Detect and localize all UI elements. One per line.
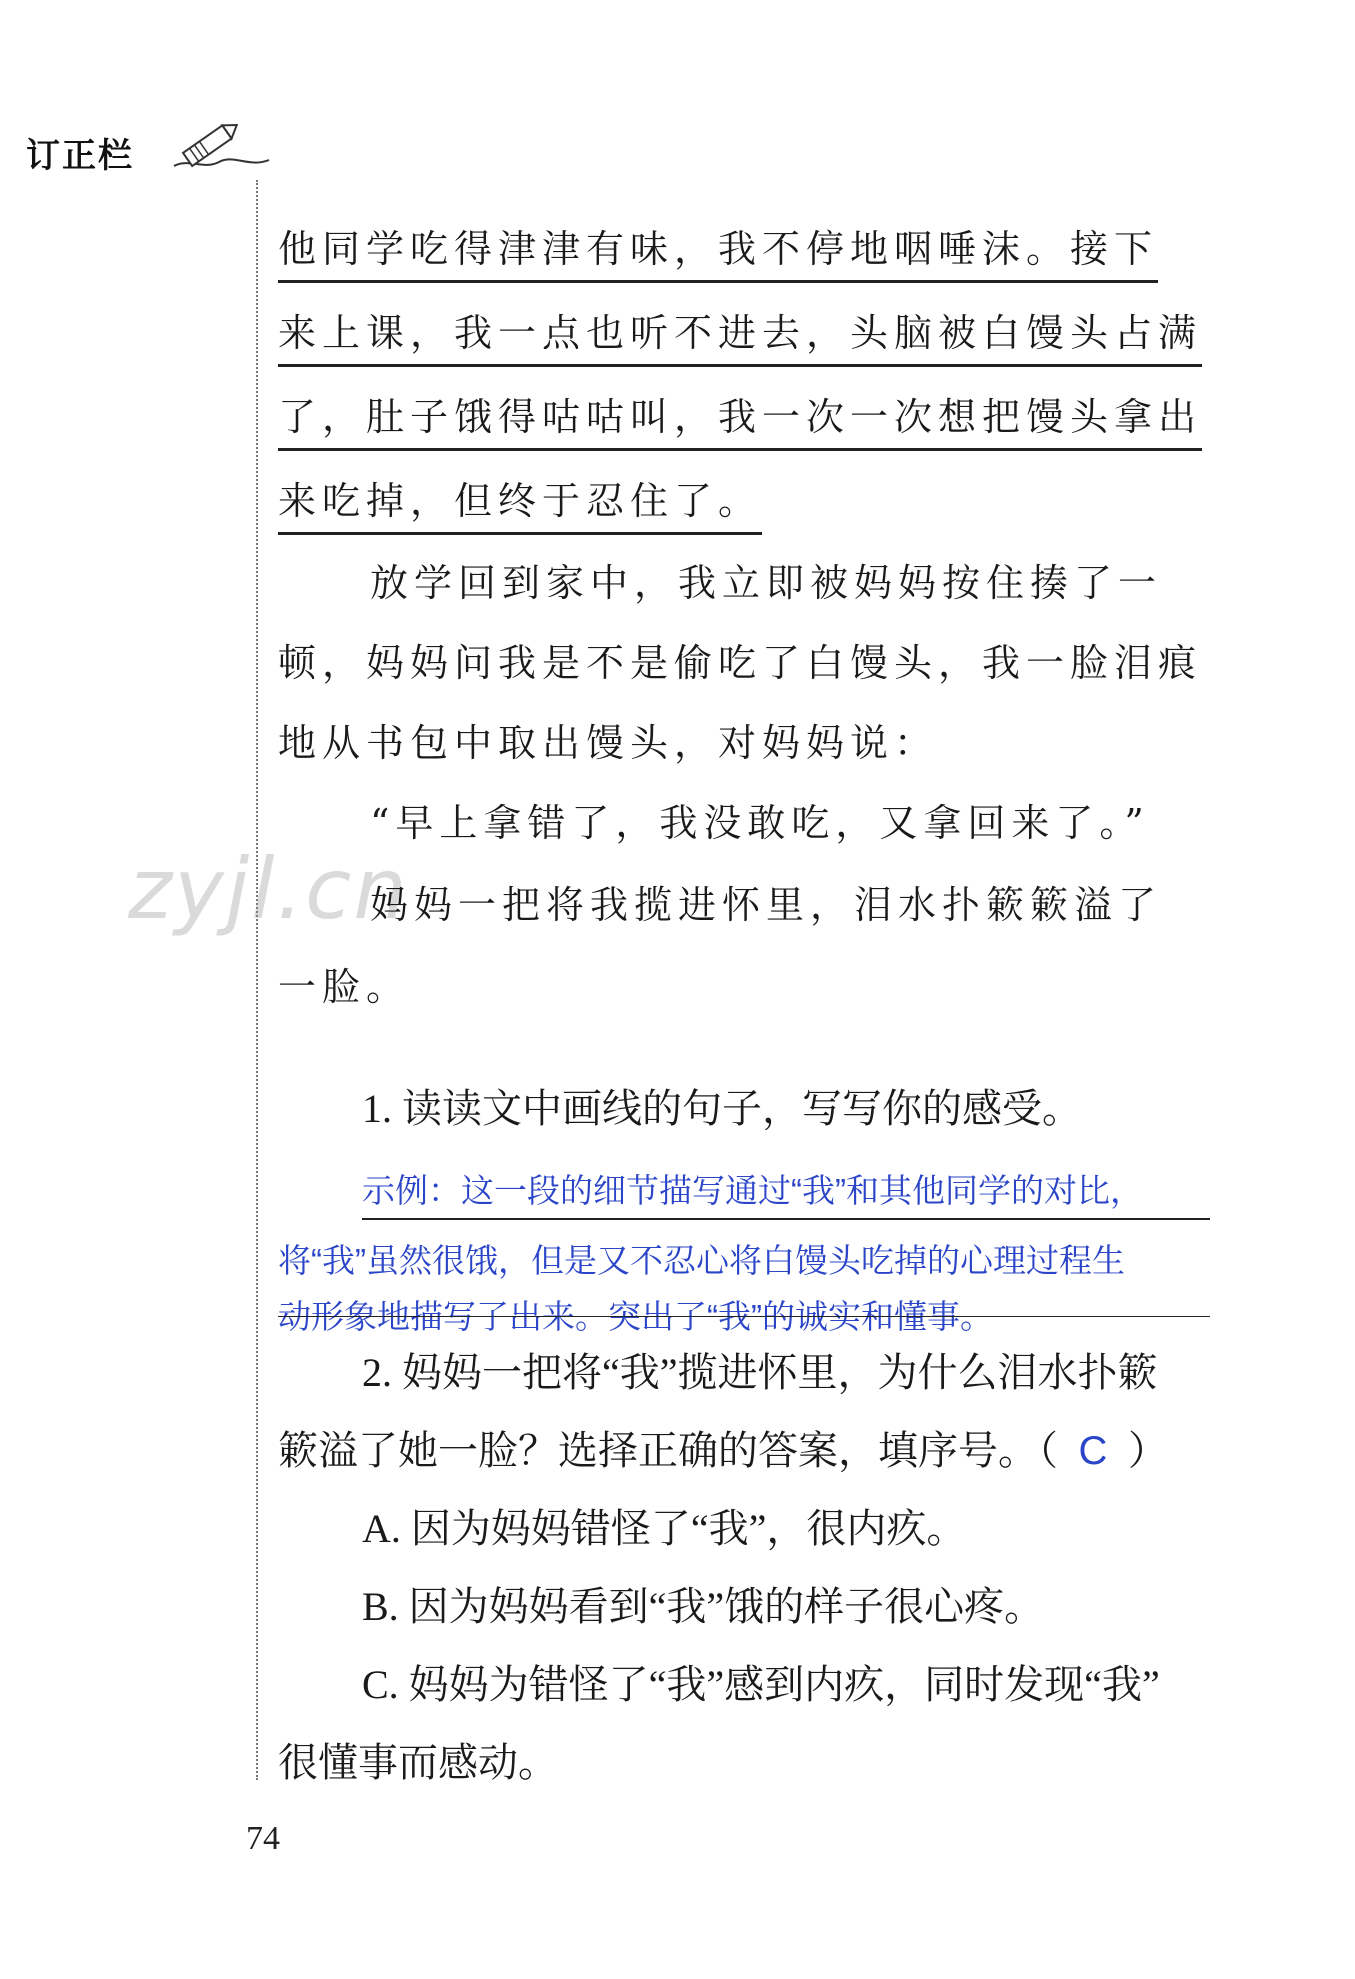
option-c: C. 妈妈为错怪了“我”感到内疚，同时发现“我” [362, 1662, 1160, 1707]
choice-answer: C [1078, 1429, 1108, 1473]
question-2-prompt: 簌溢了她一脸？选择正确的答案，填序号。（ [278, 1428, 1058, 1473]
story-line: 顿，妈妈问我是不是偷吃了白馒头，我一脸泪痕 [278, 641, 1203, 685]
answer-line: 动形象地描写了出来。突出了“我”的诚实和懂事。 [278, 1298, 993, 1335]
margin-dotted-line [256, 180, 258, 1780]
watermark: zyjl.cn [128, 840, 409, 938]
pencil-icon [164, 118, 274, 174]
question-2-line [278, 1422, 1168, 1480]
answer-strike-rule [278, 1316, 1210, 1317]
story-line: 了，肚子饿得咕咕叫，我一次一次想把馒头拿出 [278, 386, 1202, 451]
option-a: A. 因为妈妈错怪了“我”，很内疚。 [362, 1506, 967, 1551]
option-b: B. 因为妈妈看到“我”饿的样子很心疼。 [362, 1584, 1045, 1629]
page-number: 74 [246, 1820, 280, 1857]
story-line: “早上拿错了，我没敢吃，又拿回来了。” [370, 801, 1150, 845]
answer-line: 将“我”虽然很饿，但是又不忍心将白馒头吃掉的心理过程生 [278, 1242, 1125, 1279]
question-2-close-paren: ） [1128, 1428, 1168, 1473]
story-line: 一脸。 [278, 965, 411, 1009]
story-line: 地从书包中取出馒头，对妈妈说： [278, 721, 939, 765]
story-line: 他同学吃得津津有味，我不停地咽唾沫。接下 [278, 218, 1158, 283]
answer-line: 示例：这一段的细节描写通过“我”和其他同学的对比， [362, 1172, 1143, 1209]
correction-column-label: 订正栏 [26, 136, 134, 176]
story-line: 来上课，我一点也听不进去，头脑被白馒头占满 [278, 302, 1202, 367]
option-c-continued: 很懂事而感动。 [278, 1740, 558, 1785]
story-line: 妈妈一把将我揽进怀里，泪水扑簌簌溢了 [370, 883, 1163, 927]
question-1: 1. 读读文中画线的句子，写写你的感受。 [362, 1086, 1082, 1131]
correction-column-header [26, 118, 266, 178]
question-2: 2. 妈妈一把将“我”揽进怀里，为什么泪水扑簌 [362, 1350, 1158, 1395]
story-line: 来吃掉，但终于忍住了。 [278, 470, 762, 535]
answer-rule [362, 1218, 1210, 1220]
story-line: 放学回到家中，我立即被妈妈按住揍了一 [370, 561, 1163, 605]
